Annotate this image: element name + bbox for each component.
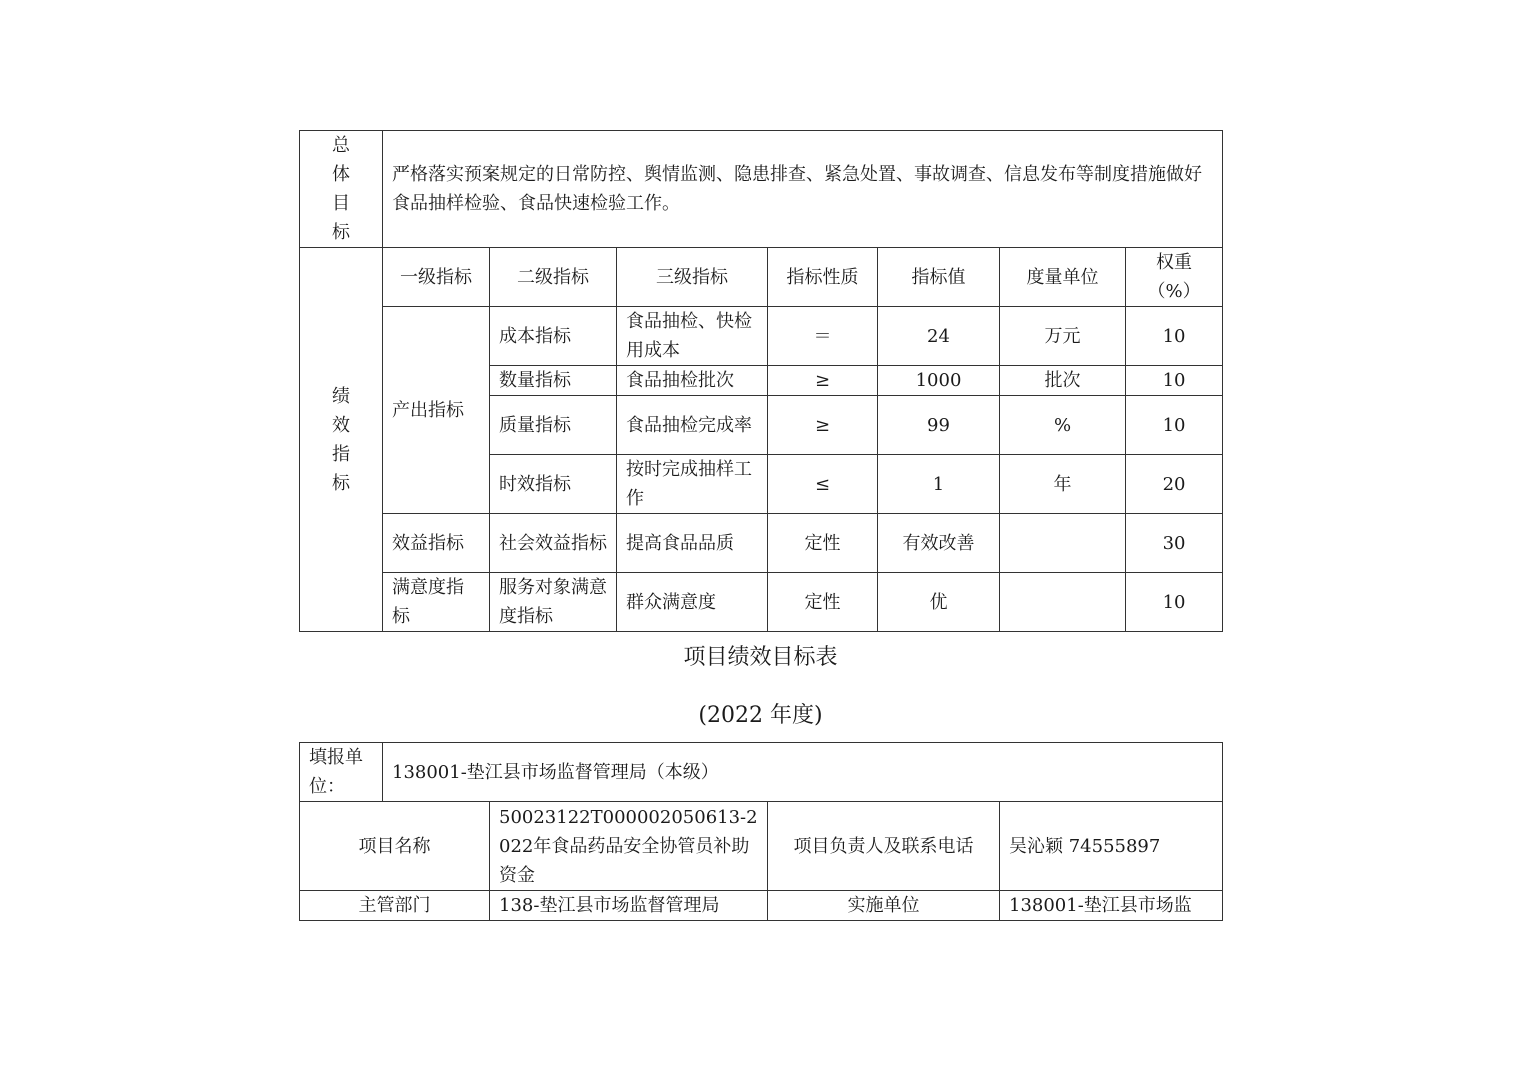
header-unit: 度量单位 [1000, 248, 1126, 307]
value-cell: 24 [878, 307, 1000, 366]
impl-unit-label: 实施单位 [768, 891, 1000, 921]
weight-cell: 10 [1126, 396, 1223, 455]
nature-cell: ≥ [768, 366, 878, 396]
table-row [300, 307, 1223, 366]
performance-indicator-label: 绩 效 指 标 [300, 248, 383, 632]
impl-unit-value: 138001-垫江县市场监 [1000, 891, 1223, 921]
value-cell: 1 [878, 455, 1000, 514]
level3-cell: 食品抽检批次 [617, 366, 768, 396]
level1-satisfaction: 满意度指标 [383, 573, 490, 632]
weight-cell: 20 [1126, 455, 1223, 514]
unit-cell: % [1000, 396, 1126, 455]
weight-cell: 30 [1126, 514, 1223, 573]
unit-cell [1000, 514, 1126, 573]
nature-cell: ≤ [768, 455, 878, 514]
level1-output: 产出指标 [383, 307, 490, 514]
project-info-table [299, 742, 1223, 921]
level2-cell: 成本指标 [490, 307, 617, 366]
level3-cell: 食品抽检、快检用成本 [617, 307, 768, 366]
header-weight: 权重（%） [1126, 248, 1223, 307]
unit-cell: 批次 [1000, 366, 1126, 396]
value-cell: 1000 [878, 366, 1000, 396]
level2-cell: 数量指标 [490, 366, 617, 396]
header-level3: 三级指标 [617, 248, 768, 307]
value-cell: 优 [878, 573, 1000, 632]
level3-cell: 群众满意度 [617, 573, 768, 632]
level3-cell: 按时完成抽样工作 [617, 455, 768, 514]
manager-value: 吴沁颖 74555897 [1000, 802, 1223, 891]
form-title: 项目绩效目标表 [683, 645, 838, 670]
level3-cell: 食品抽检完成率 [617, 396, 768, 455]
manager-label: 项目负责人及联系电话 [768, 802, 1000, 891]
project-name-label: 项目名称 [300, 802, 490, 891]
nature-cell: 定性 [768, 514, 878, 573]
weight-cell: 10 [1126, 307, 1223, 366]
nature-cell: ＝ [768, 307, 878, 366]
performance-goal-table [299, 130, 1223, 632]
header-level1: 一级指标 [383, 248, 490, 307]
overall-goal-label: 总 体 目 标 [300, 131, 383, 248]
level1-benefit: 效益指标 [383, 514, 490, 573]
unit-cell [1000, 573, 1126, 632]
project-name-value: 50023122T000002050613-2022年食品药品安全协管员补助资金 [490, 802, 768, 891]
unit-cell: 年 [1000, 455, 1126, 514]
value-cell: 99 [878, 396, 1000, 455]
header-nature: 指标性质 [768, 248, 878, 307]
level2-cell: 服务对象满意度指标 [490, 573, 617, 632]
weight-cell: 10 [1126, 573, 1223, 632]
unit-cell: 万元 [1000, 307, 1126, 366]
dept-value: 138-垫江县市场监督管理局 [490, 891, 768, 921]
level3-cell: 提高食品品质 [617, 514, 768, 573]
dept-label: 主管部门 [300, 891, 490, 921]
nature-cell: ≥ [768, 396, 878, 455]
overall-goal-text: 严格落实预案规定的日常防控、舆情监测、隐患排查、紧急处置、事故调查、信息发布等制度措施做好食品抽样检验、食品快速检验工作。 [383, 131, 1223, 248]
reporting-unit-label: 填报单位： [300, 743, 383, 802]
weight-cell: 10 [1126, 366, 1223, 396]
form-year: (2022 年度) [698, 703, 823, 728]
header-value: 指标值 [878, 248, 1000, 307]
header-level2: 二级指标 [490, 248, 617, 307]
level2-cell: 质量指标 [490, 396, 617, 455]
reporting-unit-value: 138001-垫江县市场监督管理局（本级） [383, 743, 1223, 802]
nature-cell: 定性 [768, 573, 878, 632]
level2-cell: 社会效益指标 [490, 514, 617, 573]
value-cell: 有效改善 [878, 514, 1000, 573]
table-row [300, 514, 1223, 573]
table-row [300, 573, 1223, 632]
header-row [300, 248, 1223, 307]
level2-cell: 时效指标 [490, 455, 617, 514]
